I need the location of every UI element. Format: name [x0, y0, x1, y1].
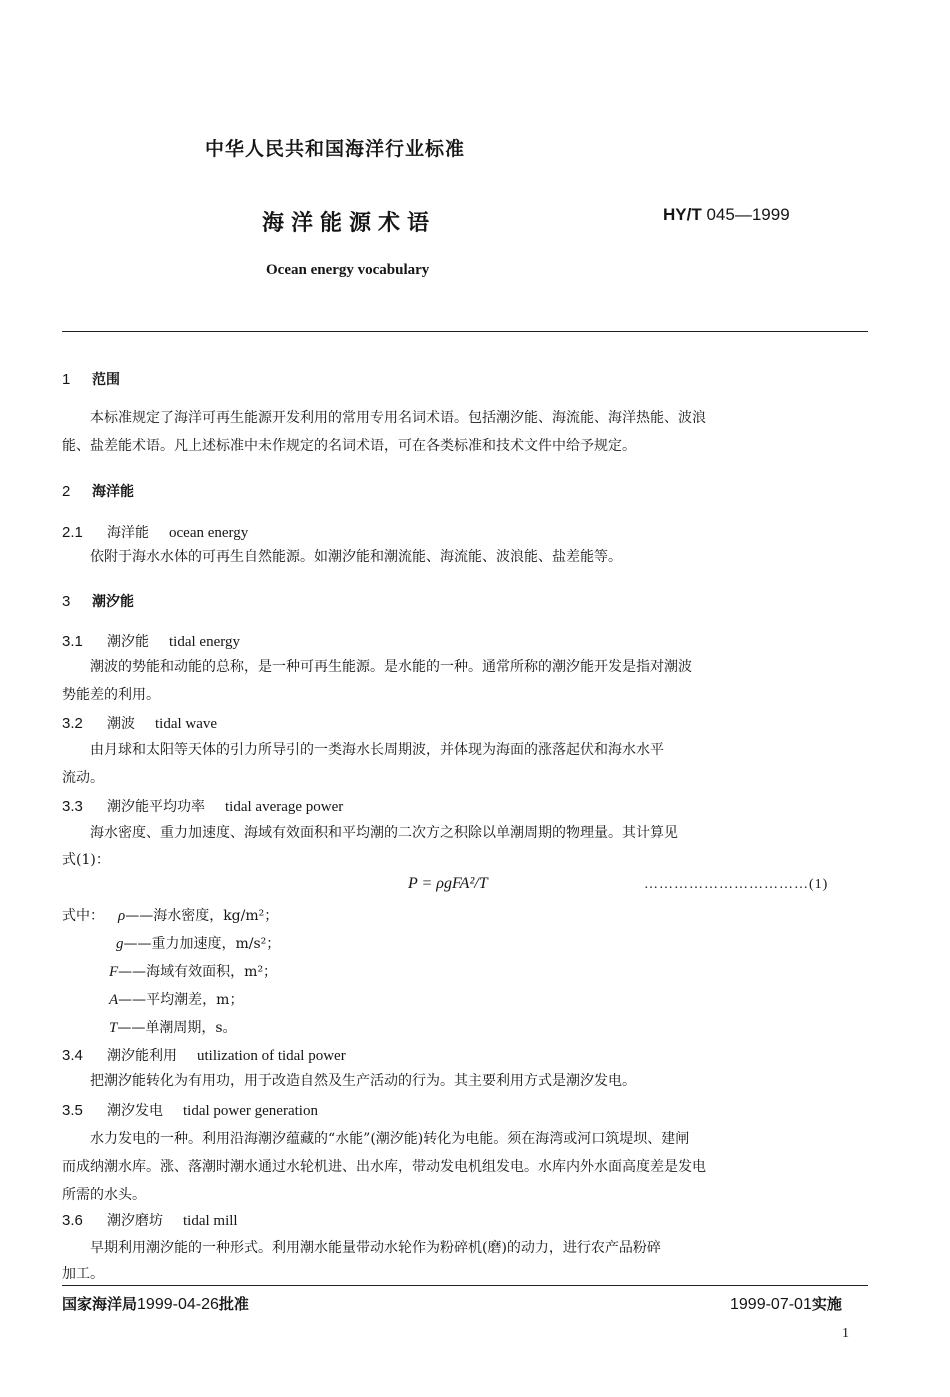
term-number: 3.3: [62, 798, 83, 815]
formula-1: P = ρgFA²/T: [408, 875, 488, 892]
paragraph-line: 早期利用潮汐能的一种形式。利用潮水能量带动水轮作为粉碎机(磨)的动力，进行农产品粉碎: [90, 1240, 661, 1256]
term-2-1: [62, 522, 868, 542]
term-number: 3.5: [62, 1102, 83, 1119]
section-number: 3: [62, 593, 71, 610]
term-zh: 潮汐能: [107, 634, 149, 650]
paragraph-line: 把潮汐能转化为有用功，用于改造自然及生产活动的行为。其主要利用方式是潮汐发电。: [90, 1073, 636, 1089]
var-symbol: ρ: [118, 908, 126, 924]
paragraph-line: 由月球和太阳等天体的引力所导引的一类海水长周期波，并体现为海面的涨落起伏和海水水平: [90, 742, 664, 758]
var-desc: ——单潮周期，s。: [117, 1020, 237, 1036]
term-number: 2.1: [62, 524, 83, 541]
paragraph-line: 势能差的利用。: [62, 687, 160, 703]
section-title: 范围: [92, 372, 120, 388]
term-3-4: [62, 1045, 868, 1065]
section-1-text-cont: [62, 432, 868, 460]
var-symbol: T: [109, 1020, 118, 1036]
term-3-6-definition: [62, 1234, 896, 1262]
term-en: tidal average power: [225, 799, 344, 815]
issuing-body: 中华人民共和国海洋行业标准: [205, 138, 466, 160]
term-en: tidal mill: [183, 1213, 238, 1229]
term-3-5-definition: [62, 1125, 896, 1153]
term-zh: 潮汐发电: [107, 1103, 163, 1119]
term-zh: 海洋能: [107, 525, 149, 541]
term-en: tidal wave: [155, 716, 218, 732]
paragraph-line: 而成纳潮水库。涨、落潮时潮水通过水轮机进、出水库，带动发电机组发电。水库内外水面高度差是发电: [62, 1159, 706, 1175]
var-desc: ——平均潮差，m；: [118, 992, 244, 1008]
term-number: 3.1: [62, 633, 83, 650]
standard-title-en: Ocean energy vocabulary: [266, 262, 430, 278]
term-3-4-definition: [62, 1067, 896, 1095]
term-3-3: [62, 796, 868, 816]
term-3-5-definition-cont: [62, 1153, 868, 1209]
section-1-heading: [62, 369, 868, 389]
formula-var-f: [109, 961, 277, 981]
term-en: utilization of tidal power: [197, 1048, 346, 1064]
standard-code: [663, 205, 790, 225]
standard-code-number: 045—1999: [706, 205, 790, 224]
var-desc: ——重力加速度，m/s²；: [123, 936, 281, 952]
term-number: 3.6: [62, 1212, 83, 1229]
formula-where-label: 式中：: [62, 908, 104, 924]
term-3-2-definition-cont: [62, 764, 868, 792]
section-1-text: [62, 404, 896, 432]
term-number: 3.2: [62, 715, 83, 732]
standard-title: 海洋能源术语: [262, 211, 437, 236]
term-3-3-definition-cont: [62, 846, 868, 874]
paragraph-line: 水力发电的一种。利用沿海潮汐蕴藏的“水能”(潮汐能)转化为电能。须在海湾或河口筑堤坝、建闸: [90, 1131, 690, 1147]
paragraph-line: 依附于海水水体的可再生自然能源。如潮汐能和潮流能、海流能、波浪能、盐差能等。: [90, 549, 622, 565]
page-number: 1: [842, 1326, 849, 1341]
term-3-1-definition: [62, 653, 896, 681]
var-desc: ——海域有效面积，m²；: [118, 964, 278, 980]
approval-line: [62, 1293, 249, 1314]
term-3-1-definition-cont: [62, 681, 868, 709]
footer-rule: [62, 1285, 868, 1286]
term-en: tidal energy: [169, 634, 240, 650]
term-3-3-definition: [62, 819, 896, 847]
term-en: tidal power generation: [183, 1103, 318, 1119]
implementation-line: [730, 1293, 842, 1314]
implementation-date: 1999-07-01: [730, 1296, 812, 1313]
formula-var-rho: [118, 905, 278, 925]
section-number: 1: [62, 371, 71, 388]
approval-org: 国家海洋局: [62, 1295, 138, 1313]
paragraph-line: 能、盐差能术语。凡上述标准中未作规定的名词术语，可在各类标准和技术文件中给予规定。: [62, 438, 636, 454]
approval-word: 批准: [218, 1295, 249, 1313]
term-3-2-definition: [62, 736, 896, 764]
var-symbol: A: [109, 992, 119, 1008]
term-3-6-definition-cont: [62, 1260, 868, 1288]
section-number: 2: [62, 483, 71, 500]
approval-date: 1999-04-26: [137, 1296, 219, 1313]
term-number: 3.4: [62, 1047, 83, 1064]
var-symbol: F: [109, 964, 119, 980]
term-3-1: [62, 631, 868, 651]
implementation-word: 实施: [811, 1295, 842, 1313]
var-desc: ——海水密度，kg/m²；: [125, 908, 279, 924]
term-3-5: [62, 1100, 868, 1120]
paragraph-line: 本标准规定了海洋可再生能源开发利用的常用专用名词术语。包括潮汐能、海流能、海洋热能、波浪: [90, 410, 706, 426]
paragraph-line: 海水密度、重力加速度、海域有效面积和平均潮的二次方之积除以单潮周期的物理量。其计算见: [90, 825, 678, 841]
formula-var-t: [109, 1017, 237, 1037]
header-rule: [62, 331, 868, 332]
formula-number: ……………………………(1): [644, 877, 829, 892]
term-zh: 潮汐能平均功率: [107, 799, 205, 815]
term-3-2: [62, 713, 868, 733]
section-2-heading: [62, 481, 868, 501]
section-title: 潮汐能: [92, 594, 134, 610]
paragraph-line: 所需的水头。: [62, 1187, 146, 1203]
formula-var-g: [116, 933, 280, 953]
term-2-1-definition: [62, 543, 896, 571]
term-zh: 潮汐磨坊: [107, 1213, 163, 1229]
var-symbol: g: [116, 936, 124, 952]
term-en: ocean energy: [169, 525, 249, 541]
standard-code-prefix: HY/T: [663, 205, 702, 224]
section-3-heading: [62, 591, 868, 611]
term-zh: 潮波: [107, 716, 135, 732]
paragraph-line: 式(1)：: [62, 852, 110, 868]
paragraph-line: 潮波的势能和动能的总称，是一种可再生能源。是水能的一种。通常所称的潮汐能开发是指对潮波: [90, 659, 692, 675]
term-3-6: [62, 1210, 868, 1230]
formula-var-a: [109, 989, 243, 1009]
term-zh: 潮汐能利用: [107, 1048, 177, 1064]
section-title: 海洋能: [92, 484, 134, 500]
paragraph-line: 加工。: [62, 1266, 104, 1282]
paragraph-line: 流动。: [62, 770, 104, 786]
